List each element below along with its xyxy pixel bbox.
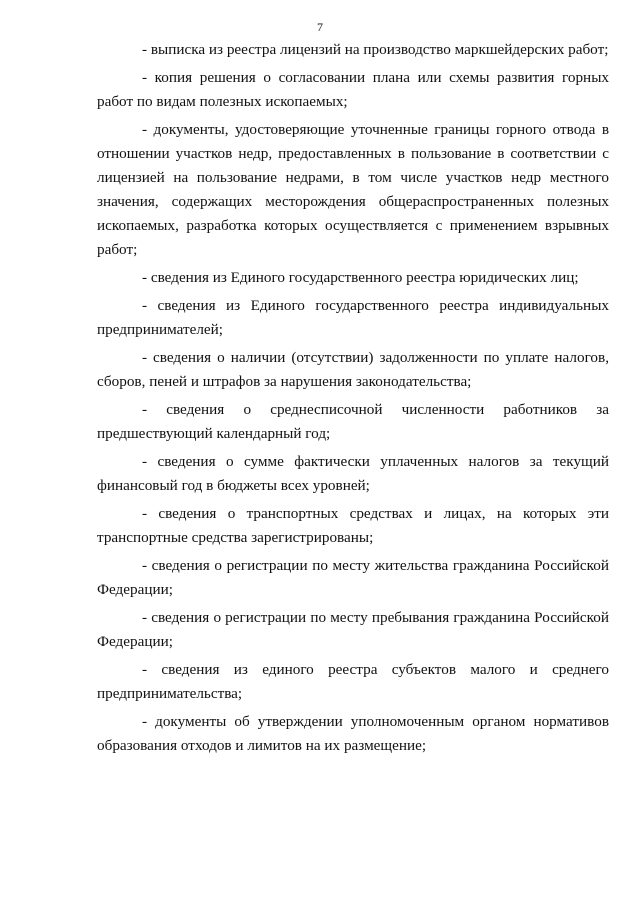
- list-item: - сведения о среднесписочной численности работников за предшествующий календарный год;: [97, 401, 609, 442]
- list-item: - сведения о регистрации по месту пребывания гражданина Российской Федерации;: [97, 609, 609, 650]
- document-body: [97, 38, 609, 762]
- list-item: - сведения о сумме фактически уплаченных налогов за текущий финансовый год в бюджеты всех уровней;: [97, 453, 609, 494]
- list-item: - копия решения о согласовании плана или схемы развития горных работ по видам полезных ископаемых;: [97, 69, 609, 110]
- list-item: - сведения из единого реестра субъектов малого и среднего предпринимательства;: [97, 661, 609, 702]
- list-item: - сведения из Единого государственного реестра юридических лиц;: [142, 269, 579, 286]
- list-item: - сведения о транспортных средствах и лицах, на которых эти транспортные средства зарегистрированы;: [97, 505, 609, 546]
- list-item: - сведения о регистрации по месту жительства гражданина Российской Федерации;: [97, 557, 609, 598]
- list-item: - документы, удостоверяющие уточненные границы горного отвода в отношении участков недр, предоставленных в пользование в соответствии с лицензией на пользование недрами, в том числе участков недр местного значения, содержащих месторождения общераспространенных полезных ископаемых, разработка которых осуществляется с применением взрывных работ;: [97, 121, 609, 258]
- list-item: - выписка из реестра лицензий на производство маркшейдерских работ;: [142, 41, 609, 58]
- list-item: - сведения из Единого государственного реестра индивидуальных предпринимателей;: [97, 297, 609, 338]
- list-item: - документы об утверждении уполномоченным органом нормативов образования отходов и лимитов на их размещение;: [97, 713, 609, 754]
- list-item: - сведения о наличии (отсутствии) задолженности по уплате налогов, сборов, пеней и штрафов за нарушения законодательства;: [97, 349, 609, 390]
- page-number: 7: [317, 20, 323, 34]
